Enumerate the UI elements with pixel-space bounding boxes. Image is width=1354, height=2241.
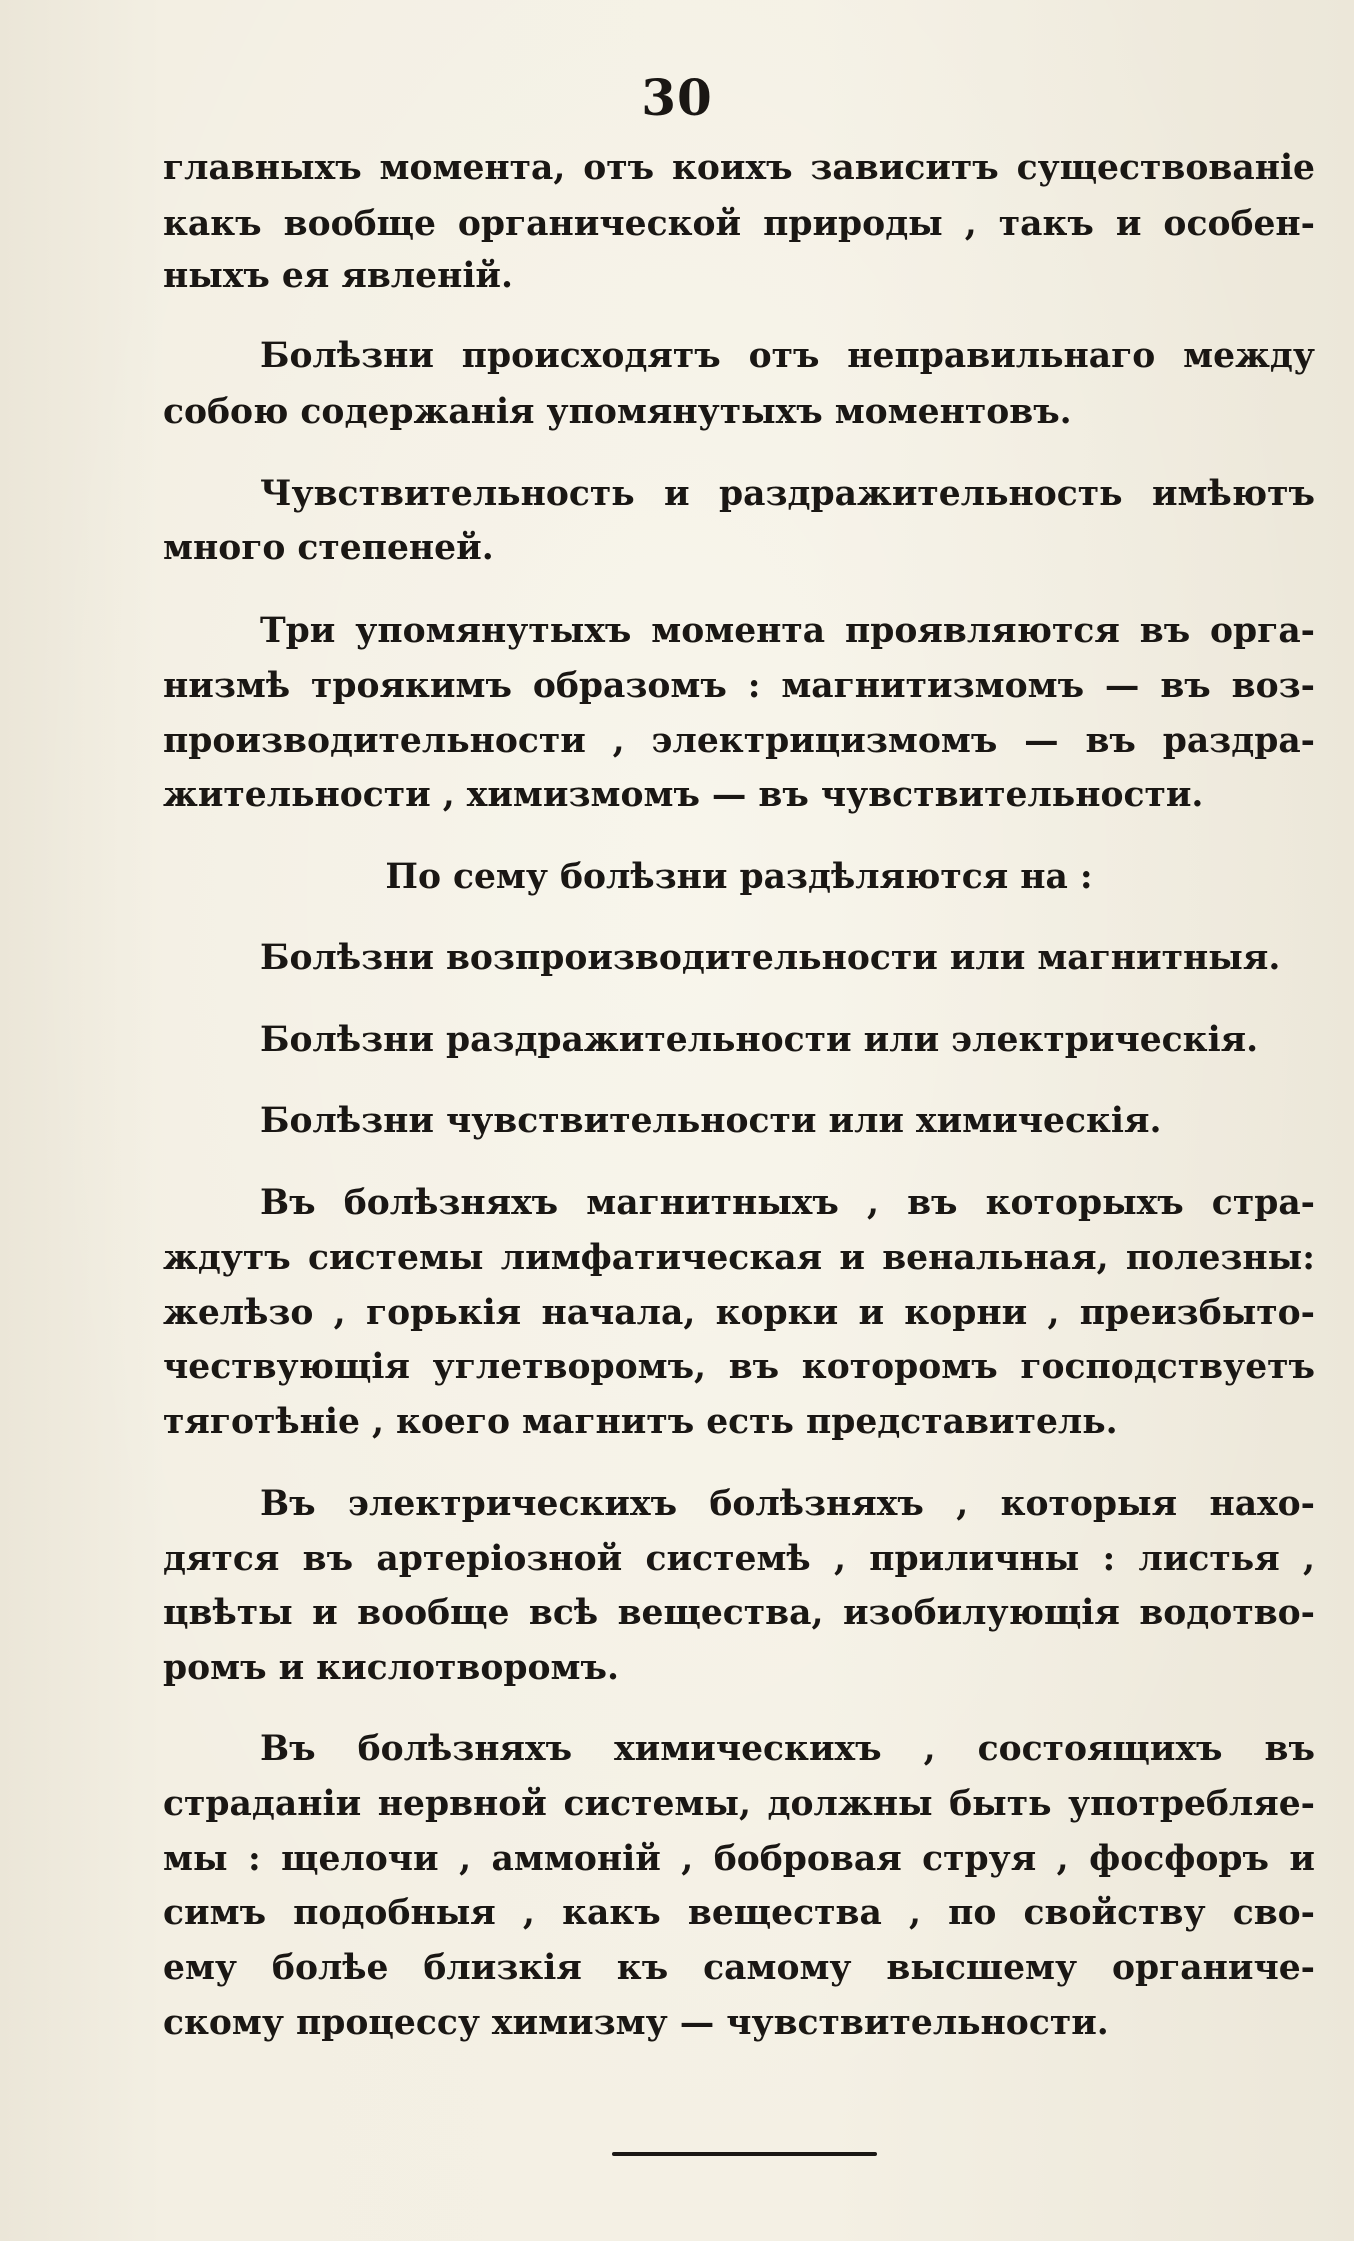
text-line: цвѣты и вообще всѣ вещества, изобилующія водотво- [163,1593,1315,1633]
text-line: Болѣзни раздражительности или электрическія. [260,1020,1259,1060]
text-line: собою содержанія упомянутыхъ моментовъ. [163,392,1072,432]
text-line: дятся въ артеріозной системѣ , приличны : листья , [163,1539,1315,1579]
text-line: производительности , электрицизмомъ — въ раздра- [163,721,1315,761]
text-line: Три упомянутыхъ момента проявляются въ орга- [260,611,1315,651]
text-line: Въ болѣзняхъ химическихъ , состоящихъ въ [260,1729,1315,1769]
text-line: чествующія углетворомъ, въ которомъ господствуетъ [163,1347,1315,1387]
text-line: ему болѣе близкія къ самому высшему органиче- [163,1948,1315,1988]
text-line: ныхъ ея явленій. [163,256,514,296]
text-line: какъ вообще органической природы , такъ и особен- [163,204,1315,244]
text-line: Болѣзни возпроизводительности или магнитныя. [260,938,1281,978]
section-end-rule [612,2152,877,2156]
text-line: много степеней. [163,528,494,568]
text-line: тяготѣніе , коего магнитъ есть представитель. [163,1402,1118,1442]
text-line: Въ болѣзняхъ магнитныхъ , въ которыхъ стра- [260,1183,1315,1223]
text-line: По сему болѣзни раздѣляются на : [385,857,1093,897]
text-line: скому процессу химизму — чувствительности. [163,2003,1109,2043]
text-line: страданіи нервной системы, должны быть употребляе- [163,1784,1315,1824]
text-line: главныхъ момента, отъ коихъ зависитъ существованіе [163,148,1315,188]
text-line: Въ электрическихъ болѣзняхъ , которыя нахо- [260,1484,1315,1524]
text-line: Болѣзни чувствительности или химическія. [260,1101,1162,1141]
text-line: мы : щелочи , аммоній , бобровая струя , фосфоръ и [163,1839,1315,1879]
text-line: ромъ и кислотворомъ. [163,1648,619,1688]
text-line: Болѣзни происходятъ отъ неправильнаго между [260,336,1315,376]
text-line: жительности , химизмомъ — въ чувствительности. [163,775,1204,815]
text-line: низмѣ троякимъ образомъ : магнитизмомъ — въ воз- [163,666,1315,706]
text-line: симъ подобныя , какъ вещества , по свойству сво- [163,1893,1315,1933]
page-number: 30 [641,68,713,127]
text-line: Чувствительность и раздражительность имѣютъ [260,474,1315,514]
text-line: желѣзо , горькія начала, корки и корни , преизбыто- [163,1293,1315,1333]
text-line: ждутъ системы лимфатическая и венальная, полезны: [163,1238,1315,1278]
